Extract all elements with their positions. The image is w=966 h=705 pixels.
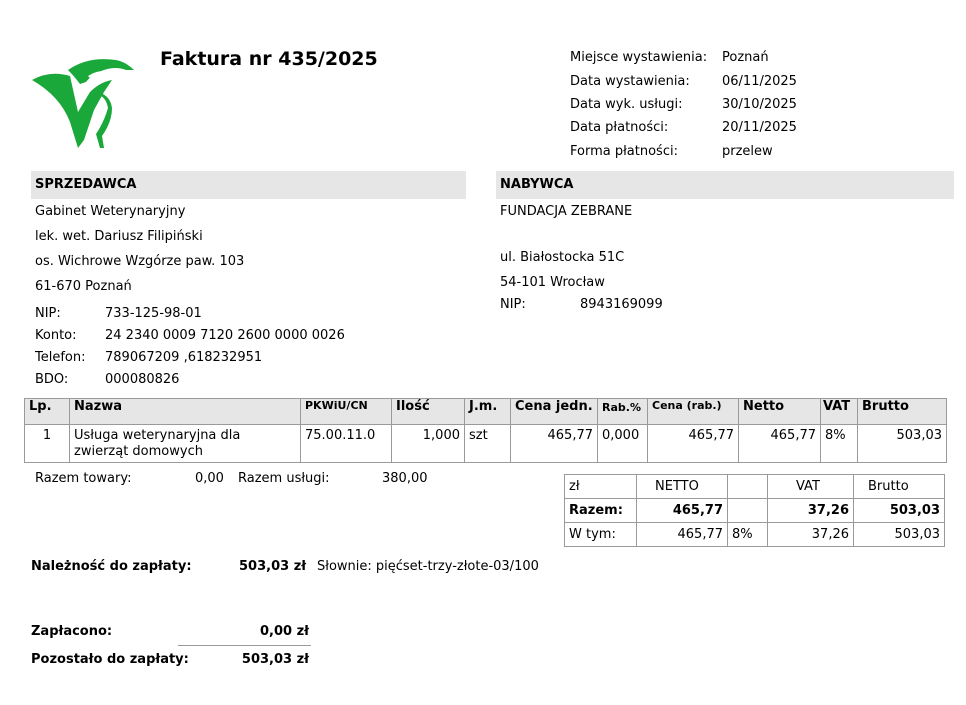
seller-field-value: 733-125-98-01 — [105, 306, 202, 321]
seller-field-label: Konto: — [35, 328, 77, 343]
summary-h-brutto: Brutto — [854, 475, 945, 499]
summary-razem-vat: 37,26 — [768, 499, 854, 523]
invoice-title: Faktura nr 435/2025 — [160, 48, 378, 70]
col-netto: Netto — [739, 399, 821, 425]
summary-wtym-label: W tym: — [565, 523, 637, 547]
seller-field-label: BDO: — [35, 372, 69, 387]
summary-razem-label: Razem: — [565, 499, 637, 523]
seller-field-label: NIP: — [35, 306, 61, 321]
remaining-value: 503,03 zł — [241, 652, 309, 667]
summary-razem-row — [565, 499, 945, 523]
cell-ilosc: 1,000 — [392, 425, 465, 463]
buyer-city: 54-101 Wrocław — [500, 275, 605, 290]
col-cena: Cena jedn. — [511, 399, 598, 425]
summary-h-netto: NETTO — [637, 475, 728, 499]
summary-razem-netto: 465,77 — [637, 499, 728, 523]
items-header-row — [25, 399, 947, 425]
buyer-name: FUNDACJA ZEBRANE — [500, 204, 633, 219]
seller-field — [35, 303, 465, 325]
meta-value: 30/10/2025 — [722, 97, 797, 112]
meta-row — [570, 46, 950, 70]
buyer-nip-label: NIP: — [500, 297, 526, 312]
seller-field — [35, 325, 465, 347]
paid-label: Zapłacono: — [31, 624, 113, 639]
cell-lp: 1 — [25, 425, 70, 463]
seller-field — [35, 347, 465, 369]
razem-towary-label: Razem towary: — [35, 471, 132, 486]
meta-label: Forma płatności: — [570, 144, 678, 159]
meta-row — [570, 116, 950, 140]
seller-line: lek. wet. Dariusz Filipiński — [35, 229, 203, 244]
razem-uslugi-label: Razem usługi: — [238, 471, 330, 486]
cell-jm: szt — [465, 425, 511, 463]
cell-vat: 8% — [821, 425, 858, 463]
due-label: Należność do zapłaty: — [31, 559, 192, 574]
summary-wtym-brutto: 503,03 — [854, 523, 945, 547]
cell-netto: 465,77 — [739, 425, 821, 463]
col-vat: VAT — [821, 399, 858, 425]
seller-line: Gabinet Weterynaryjny — [35, 204, 186, 219]
seller-field-label: Telefon: — [35, 350, 86, 365]
cell-nazwa: Usługa weterynaryjna dla zwierząt domowych — [70, 425, 301, 463]
summary-empty-cell — [728, 499, 768, 523]
due-value: 503,03 zł — [239, 559, 307, 574]
table-row — [25, 425, 947, 463]
meta-row — [570, 94, 950, 116]
col-brutto: Brutto — [858, 399, 947, 425]
razem-towary-value: 0,00 — [195, 471, 224, 486]
meta-value: 06/11/2025 — [722, 74, 797, 89]
summary-wtym-netto: 465,77 — [637, 523, 728, 547]
paid-value: 0,00 zł — [260, 624, 309, 639]
seller-line: 61-670 Poznań — [35, 279, 132, 294]
summary-h-vat: VAT — [768, 475, 854, 499]
meta-label: Data wyk. usługi: — [570, 97, 683, 112]
summary-header-row — [565, 475, 945, 499]
meta-value: przelew — [722, 144, 773, 159]
col-ilosc: Ilość — [392, 399, 465, 425]
col-cena-rab: Cena (rab.) — [648, 399, 739, 425]
paid-divider — [178, 645, 311, 646]
seller-line: os. Wichrowe Wzgórze paw. 103 — [35, 254, 245, 269]
col-rab: Rab.% — [598, 399, 648, 425]
summary-wtym-row — [565, 523, 945, 547]
buyer-street: ul. Białostocka 51C — [500, 250, 625, 265]
items-table — [24, 398, 947, 463]
col-pkwiu: PKWiU/CN — [301, 399, 392, 425]
summary-currency: zł — [565, 475, 637, 499]
cell-cena: 465,77 — [511, 425, 598, 463]
remaining-label: Pozostało do zapłaty: — [31, 652, 189, 667]
col-jm: J.m. — [465, 399, 511, 425]
cell-brutto: 503,03 — [858, 425, 947, 463]
seller-block — [35, 200, 465, 391]
invoice-meta — [570, 46, 950, 164]
meta-value: Poznań — [722, 50, 769, 65]
amount-in-words: Słownie: pięćset-trzy-złote-03/100 — [317, 559, 539, 574]
cell-rab: 0,000 — [598, 425, 648, 463]
meta-label: Data wystawienia: — [570, 74, 690, 89]
meta-label: Miejsce wystawienia: — [570, 50, 708, 65]
summary-wtym-vat: 37,26 — [768, 523, 854, 547]
buyer-nip-value: 8943169099 — [580, 297, 663, 312]
buyer-header: NABYWCA — [496, 171, 954, 199]
veterinary-logo — [30, 52, 140, 152]
cell-pkwiu: 75.00.11.0 — [301, 425, 392, 463]
summary-wtym-rate: 8% — [728, 523, 768, 547]
summary-table — [564, 474, 945, 547]
meta-value: 20/11/2025 — [722, 120, 797, 135]
seller-field-value: 000080826 — [105, 372, 180, 387]
seller-field — [35, 369, 465, 391]
col-nazwa: Nazwa — [70, 399, 301, 425]
meta-row — [570, 70, 950, 94]
seller-field-value: 789067209 ,618232951 — [105, 350, 263, 365]
razem-uslugi-value: 380,00 — [382, 471, 428, 486]
summary-empty-cell — [728, 475, 768, 499]
col-lp: Lp. — [25, 399, 70, 425]
meta-label: Data płatności: — [570, 120, 669, 135]
seller-header: SPRZEDAWCA — [31, 171, 466, 199]
cell-cena-rab: 465,77 — [648, 425, 739, 463]
seller-field-value: 24 2340 0009 7120 2600 0000 0026 — [105, 328, 345, 343]
summary-razem-brutto: 503,03 — [854, 499, 945, 523]
meta-row — [570, 140, 950, 164]
